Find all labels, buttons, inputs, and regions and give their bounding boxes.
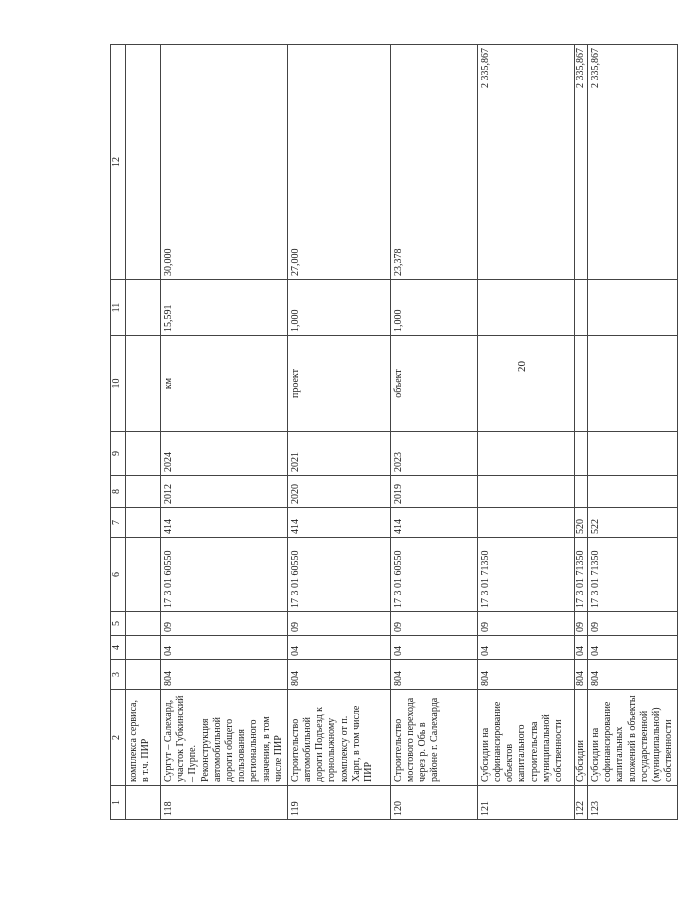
row-number: 120 <box>390 786 477 820</box>
row-number: 121 <box>477 786 574 820</box>
column-header: 5 <box>111 612 126 636</box>
table-row <box>477 45 574 820</box>
cell-c12: 30,000 <box>161 45 288 280</box>
cell-c4: 04 <box>161 636 288 660</box>
cell-c10: км <box>161 336 288 432</box>
cell-c3: 804 <box>574 660 587 690</box>
column-header: 11 <box>111 280 126 336</box>
row-number: 119 <box>287 786 390 820</box>
cell-c11 <box>588 280 678 336</box>
cell-c9: 2023 <box>390 432 477 476</box>
cell-c5 <box>126 612 161 636</box>
cell-c7: 414 <box>287 508 390 538</box>
cell-c9: 2021 <box>287 432 390 476</box>
cell-c4: 04 <box>477 636 574 660</box>
table-row <box>588 45 678 820</box>
cell-c8 <box>574 476 587 508</box>
cell-c11 <box>477 280 574 336</box>
cell-c7 <box>126 508 161 538</box>
cell-c8 <box>588 476 678 508</box>
item-name: Субсидии на софинансирование капитальных вложений в объекты государственной (муниципальной) собственности <box>588 690 678 786</box>
column-header: 10 <box>111 336 126 432</box>
table-row <box>126 45 161 820</box>
cell-c7: 414 <box>390 508 477 538</box>
cell-c12: 2 335,867 <box>574 45 587 280</box>
page-number: 20 <box>516 361 528 372</box>
cell-c8: 2020 <box>287 476 390 508</box>
cell-c5: 09 <box>574 612 587 636</box>
cell-c9 <box>477 432 574 476</box>
column-header: 3 <box>111 660 126 690</box>
header-row <box>111 45 126 820</box>
cell-c5: 09 <box>588 612 678 636</box>
row-number <box>126 786 161 820</box>
column-header: 12 <box>111 45 126 280</box>
cell-c3 <box>126 660 161 690</box>
cell-c8 <box>126 476 161 508</box>
item-name: Строительство автомобильной дороги Подъезд к горнолыжному комплексу от п. Харп, в том числе ПИР <box>287 690 390 786</box>
cell-c5: 09 <box>477 612 574 636</box>
cell-c10: проект <box>287 336 390 432</box>
cell-c6: 17 3 01 60550 <box>390 538 477 612</box>
cell-c11: 1,000 <box>390 280 477 336</box>
cell-c12: 2 335,867 <box>588 45 678 280</box>
cell-c8 <box>477 476 574 508</box>
cell-c10 <box>588 336 678 432</box>
cell-c6: 17 3 01 60550 <box>287 538 390 612</box>
cell-c10 <box>126 336 161 432</box>
cell-c11 <box>126 280 161 336</box>
cell-c9: 2024 <box>161 432 288 476</box>
item-name: Субсидии <box>574 690 587 786</box>
budget-table <box>110 44 678 820</box>
cell-c6: 17 3 01 71350 <box>588 538 678 612</box>
cell-c5: 09 <box>390 612 477 636</box>
column-header: 1 <box>111 786 126 820</box>
cell-c12: 23,378 <box>390 45 477 280</box>
cell-c4: 04 <box>287 636 390 660</box>
cell-c3: 804 <box>287 660 390 690</box>
row-number: 123 <box>588 786 678 820</box>
cell-c7: 522 <box>588 508 678 538</box>
cell-c4: 04 <box>390 636 477 660</box>
item-name: Сургут – Салехард, участок Губкинский – Пурпе. Реконструкция автомобильной дороги общего пользования регионального значения, в том числе ПИР <box>161 690 288 786</box>
cell-c3: 804 <box>477 660 574 690</box>
cell-c5: 09 <box>287 612 390 636</box>
cell-c5: 09 <box>161 612 288 636</box>
cell-c8: 2019 <box>390 476 477 508</box>
table-row <box>287 45 390 820</box>
cell-c4: 04 <box>588 636 678 660</box>
cell-c3: 804 <box>161 660 288 690</box>
column-header: 9 <box>111 432 126 476</box>
cell-c11: 15,591 <box>161 280 288 336</box>
cell-c6: 17 3 01 71350 <box>477 538 574 612</box>
cell-c6: 17 3 01 60550 <box>161 538 288 612</box>
table-row <box>390 45 477 820</box>
cell-c12: 2 335,867 <box>477 45 574 280</box>
cell-c12: 27,000 <box>287 45 390 280</box>
column-header: 7 <box>111 508 126 538</box>
cell-c7 <box>477 508 574 538</box>
cell-c8: 2012 <box>161 476 288 508</box>
row-number: 122 <box>574 786 587 820</box>
cell-c11 <box>574 280 587 336</box>
table-row <box>574 45 587 820</box>
column-header: 8 <box>111 476 126 508</box>
cell-c10: объект <box>390 336 477 432</box>
cell-c7: 520 <box>574 508 587 538</box>
cell-c4 <box>126 636 161 660</box>
column-header: 2 <box>111 690 126 786</box>
cell-c3: 804 <box>588 660 678 690</box>
cell-c3: 804 <box>390 660 477 690</box>
cell-c9 <box>574 432 587 476</box>
column-header: 6 <box>111 538 126 612</box>
cell-c6 <box>126 538 161 612</box>
cell-c12 <box>126 45 161 280</box>
column-header: 4 <box>111 636 126 660</box>
cell-c11: 1,000 <box>287 280 390 336</box>
item-name: Субсидии на софинансирование объектов капитального строительства муниципальной собственности <box>477 690 574 786</box>
cell-c6: 17 3 01 71350 <box>574 538 587 612</box>
cell-c4: 04 <box>574 636 587 660</box>
cell-c7: 414 <box>161 508 288 538</box>
cell-c10 <box>574 336 587 432</box>
table-row <box>161 45 288 820</box>
item-name: Строительство мостового перехода через р. Обь в районе г. Салехарда <box>390 690 477 786</box>
cell-c9 <box>126 432 161 476</box>
cell-c10 <box>477 336 574 432</box>
row-number: 118 <box>161 786 288 820</box>
rotated-page-content <box>110 45 675 820</box>
item-name: комплекса сервиса, в т.ч. ПИР <box>126 690 161 786</box>
cell-c9 <box>588 432 678 476</box>
